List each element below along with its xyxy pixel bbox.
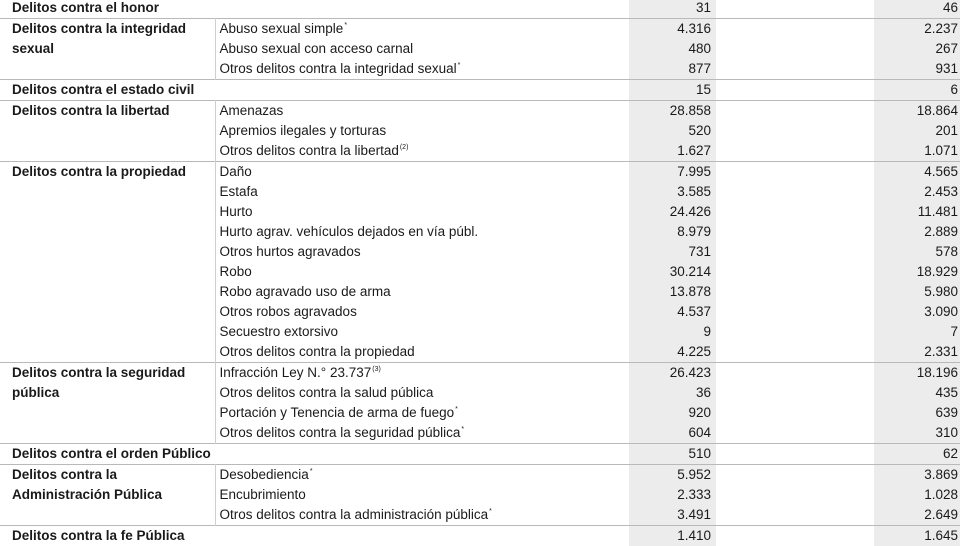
value-column-2: 6 (874, 80, 960, 101)
subcategory-label: Encubrimiento (220, 487, 306, 502)
footnote-marker: * (489, 508, 492, 515)
spacer-cell (716, 262, 874, 282)
category-label: Delitos contra el estado civil (0, 80, 629, 101)
value-column-2: 1.028 (874, 485, 960, 505)
subcategory-cell (215, 39, 629, 59)
value-column-1: 1.410 (629, 526, 716, 546)
footnote-marker: * (344, 22, 347, 29)
value-column-2: 3.869 (874, 465, 960, 486)
subcategory-cell (215, 222, 629, 242)
footnote-marker: (3) (372, 366, 381, 373)
spacer-cell (716, 423, 874, 444)
subcategory-label: Otros delitos contra la salud pública (220, 385, 434, 400)
value-column-2: 2.237 (874, 19, 960, 40)
table-row (0, 363, 960, 384)
value-column-1: 26.423 (629, 363, 716, 384)
value-column-1: 520 (629, 121, 716, 141)
value-column-2: 1.071 (874, 141, 960, 162)
subcategory-label: Otros robos agravados (220, 304, 357, 319)
subcategory-cell (215, 262, 629, 282)
category-label: Delitos contra la propiedad (0, 162, 215, 363)
spacer-cell (716, 59, 874, 80)
value-column-2: 2.331 (874, 342, 960, 363)
spacer-cell (716, 485, 874, 505)
subcategory-label: Otros delitos contra la libertad (220, 143, 399, 158)
subcategory-label: Daño (220, 164, 252, 179)
subcategory-label: Hurto agrav. vehículos dejados en vía públ. (220, 224, 479, 239)
value-column-1: 5.952 (629, 465, 716, 486)
subcategory-label: Desobediencia (220, 467, 309, 482)
spacer-cell (716, 342, 874, 363)
value-column-2: 931 (874, 59, 960, 80)
value-column-1: 9 (629, 322, 716, 342)
spacer-cell (716, 322, 874, 342)
value-column-1: 28.858 (629, 101, 716, 122)
category-label: Delitos contra la libertad (0, 101, 215, 162)
value-column-2: 578 (874, 242, 960, 262)
spacer-cell (716, 182, 874, 202)
value-column-2: 201 (874, 121, 960, 141)
value-column-1: 4.316 (629, 19, 716, 40)
spacer-cell (716, 121, 874, 141)
value-column-2: 7 (874, 322, 960, 342)
subcategory-label: Otros delitos contra la administración pública (220, 507, 489, 522)
subcategory-label: Estafa (220, 184, 258, 199)
value-column-2: 2.453 (874, 182, 960, 202)
footnote-marker: * (455, 406, 458, 413)
subcategory-cell (215, 403, 629, 423)
value-column-1: 510 (629, 444, 716, 465)
value-column-2: 2.889 (874, 222, 960, 242)
spacer-cell (716, 0, 874, 19)
value-column-1: 4.537 (629, 302, 716, 322)
subcategory-label: Otros delitos contra la propiedad (220, 344, 415, 359)
subcategory-cell (215, 121, 629, 141)
spacer-cell (716, 222, 874, 242)
spacer-cell (716, 202, 874, 222)
subcategory-cell (215, 202, 629, 222)
value-column-1: 920 (629, 403, 716, 423)
value-column-1: 4.225 (629, 342, 716, 363)
value-column-1: 8.979 (629, 222, 716, 242)
category-label: Delitos contra el orden Público (0, 444, 629, 465)
table-row (0, 101, 960, 122)
subcategory-cell (215, 242, 629, 262)
category-label: Delitos contra la seguridad pública (0, 363, 215, 444)
subcategory-cell (215, 485, 629, 505)
footnote-marker: * (458, 62, 461, 69)
value-column-2: 18.196 (874, 363, 960, 384)
spacer-cell (716, 363, 874, 384)
subcategory-cell (215, 282, 629, 302)
spacer-cell (716, 19, 874, 40)
spacer-cell (716, 242, 874, 262)
value-column-1: 31 (629, 0, 716, 19)
subcategory-cell (215, 322, 629, 342)
value-column-2: 2.649 (874, 505, 960, 526)
spacer-cell (716, 403, 874, 423)
value-column-1: 7.995 (629, 162, 716, 183)
subcategory-label: Otros hurtos agravados (220, 244, 361, 259)
subcategory-label: Otros delitos contra la integridad sexual (220, 61, 457, 76)
footnote-marker: (2) (400, 144, 409, 151)
spacer-cell (716, 465, 874, 486)
subcategory-label: Infracción Ley N.° 23.737 (220, 365, 372, 380)
value-column-1: 30.214 (629, 262, 716, 282)
subcategory-cell (215, 302, 629, 322)
subcategory-label: Secuestro extorsivo (220, 324, 339, 339)
spacer-cell (716, 162, 874, 183)
spacer-cell (716, 383, 874, 403)
subcategory-cell (215, 59, 629, 80)
subcategory-cell (215, 342, 629, 363)
subcategory-label: Amenazas (220, 103, 284, 118)
value-column-1: 877 (629, 59, 716, 80)
category-label: Delitos contra la fe Pública (0, 526, 629, 546)
value-column-2: 46 (874, 0, 960, 19)
value-column-1: 3.491 (629, 505, 716, 526)
table-row (0, 80, 960, 101)
subcategory-cell (215, 162, 629, 183)
value-column-2: 435 (874, 383, 960, 403)
subcategory-label: Otros delitos contra la seguridad pública (220, 425, 461, 440)
subcategory-label: Abuso sexual con acceso carnal (220, 41, 414, 56)
subcategory-cell (215, 465, 629, 486)
table-row (0, 0, 960, 19)
subcategory-label: Robo (220, 264, 252, 279)
subcategory-label: Abuso sexual simple (220, 21, 344, 36)
subcategory-cell (215, 505, 629, 526)
spacer-cell (716, 526, 874, 546)
value-column-2: 310 (874, 423, 960, 444)
footnote-marker: * (461, 426, 464, 433)
value-column-2: 5.980 (874, 282, 960, 302)
value-column-2: 18.929 (874, 262, 960, 282)
table-row (0, 444, 960, 465)
table-row (0, 465, 960, 486)
value-column-1: 24.426 (629, 202, 716, 222)
subcategory-cell (215, 101, 629, 122)
value-column-1: 480 (629, 39, 716, 59)
spacer-cell (716, 39, 874, 59)
table-row (0, 162, 960, 183)
value-column-1: 36 (629, 383, 716, 403)
subcategory-label: Portación y Tenencia de arma de fuego (220, 405, 455, 420)
value-column-2: 267 (874, 39, 960, 59)
spacer-cell (716, 101, 874, 122)
category-label: Delitos contra la Administración Pública (0, 465, 215, 526)
value-column-2: 11.481 (874, 202, 960, 222)
subcategory-cell (215, 423, 629, 444)
category-label: Delitos contra el honor (0, 0, 629, 19)
spacer-cell (716, 282, 874, 302)
value-column-1: 15 (629, 80, 716, 101)
subcategory-cell (215, 141, 629, 162)
spacer-cell (716, 141, 874, 162)
value-column-1: 731 (629, 242, 716, 262)
subcategory-cell (215, 19, 629, 40)
value-column-2: 62 (874, 444, 960, 465)
value-column-2: 639 (874, 403, 960, 423)
value-column-2: 3.090 (874, 302, 960, 322)
value-column-1: 3.585 (629, 182, 716, 202)
category-label: Delitos contra la integridad sexual (0, 19, 215, 80)
value-column-2: 4.565 (874, 162, 960, 183)
spacer-cell (716, 302, 874, 322)
spacer-cell (716, 80, 874, 101)
spacer-cell (716, 444, 874, 465)
subcategory-label: Hurto (220, 204, 253, 219)
value-column-2: 18.864 (874, 101, 960, 122)
value-column-1: 2.333 (629, 485, 716, 505)
subcategory-cell (215, 363, 629, 384)
value-column-1: 13.878 (629, 282, 716, 302)
subcategory-label: Apremios ilegales y torturas (220, 123, 387, 138)
table-row (0, 526, 960, 546)
subcategory-label: Robo agravado uso de arma (220, 284, 391, 299)
table-row (0, 19, 960, 40)
subcategory-cell (215, 383, 629, 403)
value-column-1: 604 (629, 423, 716, 444)
spacer-cell (716, 505, 874, 526)
value-column-1: 1.627 (629, 141, 716, 162)
subcategory-cell (215, 182, 629, 202)
value-column-2: 1.645 (874, 526, 960, 546)
footnote-marker: * (310, 468, 313, 475)
